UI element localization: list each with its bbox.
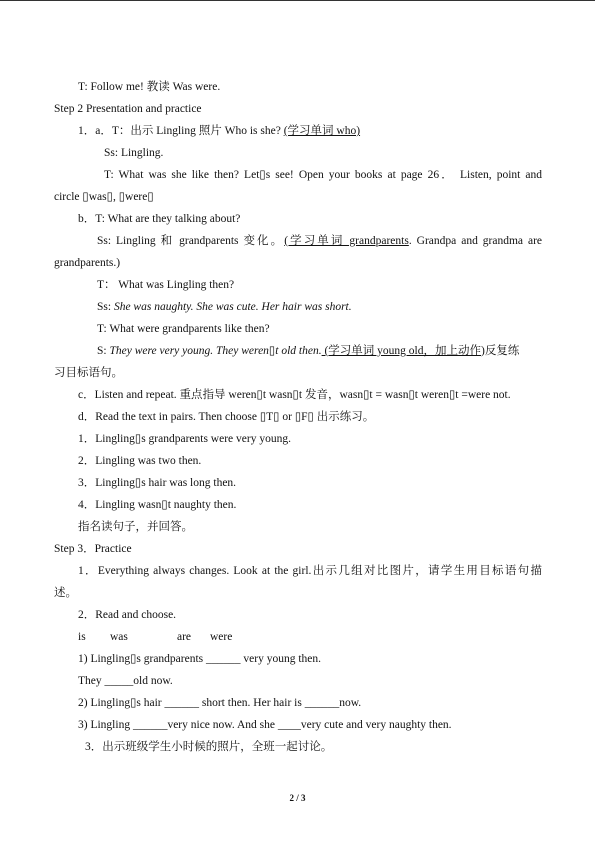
text-span: . Grandpa and grandma are xyxy=(408,235,542,247)
text-line: 习目标语句。 xyxy=(54,367,123,379)
text-line: b．T: What are they talking about? xyxy=(78,213,241,225)
text-line: 2．Read and choose. xyxy=(78,609,177,621)
text-line: grandparents.) xyxy=(54,257,121,269)
exercise-item: 2) Lingling▯s hair ______ short then. Her hair is ______now. xyxy=(78,697,362,709)
word-option: were xyxy=(210,631,233,643)
text-span: Ss: xyxy=(97,301,114,313)
text-line: T: What were grandparents like then? xyxy=(97,323,270,335)
italic-answer: She was naughty. She was cute. Her hair was short. xyxy=(113,301,352,313)
text-line: c．Listen and repeat. 重点指导 weren▯t wasn▯t 发音，wasn▯t = wasn▯t weren▯t =were not. xyxy=(78,389,511,401)
underlined-note: (学习单词 young old，加上动作 xyxy=(321,345,481,357)
word-option: are xyxy=(177,631,192,643)
text-line xyxy=(97,344,519,358)
text-span: Ss: Lingling 和 grandparents 变化。 xyxy=(97,235,285,247)
text-line: d．Read the text in pairs. Then choose ▯T▯ or ▯F▯ 出示练习。 xyxy=(78,411,375,423)
text-line: Ss: Lingling. xyxy=(104,147,164,159)
text-line: 指名读句子，并回答。 xyxy=(78,521,193,533)
text-line: 述。 xyxy=(54,587,77,599)
italic-answer: They were very young. They weren▯t old then. xyxy=(109,345,322,357)
section-heading: Step 3．Practice xyxy=(54,543,132,555)
list-item: 3．Lingling▯s hair was long then. xyxy=(78,477,237,489)
text-line: 1．Everything always changes. Look at the girl.出示几组对比图片，请学生用目标语句描 xyxy=(78,565,542,577)
exercise-item: 3) Lingling ______very nice now. And she ____very cute and very naughty then. xyxy=(78,719,452,731)
section-heading: Step 2 Presentation and practice xyxy=(54,103,202,115)
text-span: S: xyxy=(97,345,110,357)
page-top-border xyxy=(0,0,595,1)
text-line: 3．出示班级学生小时候的照片，全班一起讨论。 xyxy=(85,741,333,753)
word-option: is xyxy=(78,631,86,643)
text-line xyxy=(97,234,542,248)
list-item: 1．Lingling▯s grandparents were very young. xyxy=(78,433,291,445)
text-line xyxy=(78,124,360,138)
underlined-note: (学习单词 grandparents xyxy=(284,235,409,247)
text-span: )反复练 xyxy=(480,345,520,357)
text-line: T: What was she like then? Let▯s see! Open your books at page 26． Listen, point and xyxy=(104,169,542,181)
underlined-note: (学习单词 who) xyxy=(283,125,361,137)
word-option: was xyxy=(110,631,128,643)
exercise-item: 1) Lingling▯s grandparents ______ very young then. xyxy=(78,653,321,665)
text-span: 1．a．T：出示 Lingling 照片 Who is she? xyxy=(78,125,284,137)
text-line: T： What was Lingling then? xyxy=(97,279,235,291)
text-line: T: Follow me! 教读 Was were. xyxy=(78,81,221,93)
text-line xyxy=(97,300,352,314)
page-number: 2 / 3 xyxy=(289,793,306,803)
list-item: 4．Lingling wasn▯t naughty then. xyxy=(78,499,237,511)
list-item: 2．Lingling was two then. xyxy=(78,455,202,467)
exercise-item: They _____old now. xyxy=(78,675,173,687)
text-line: circle ▯was▯, ▯were▯ xyxy=(54,191,154,203)
